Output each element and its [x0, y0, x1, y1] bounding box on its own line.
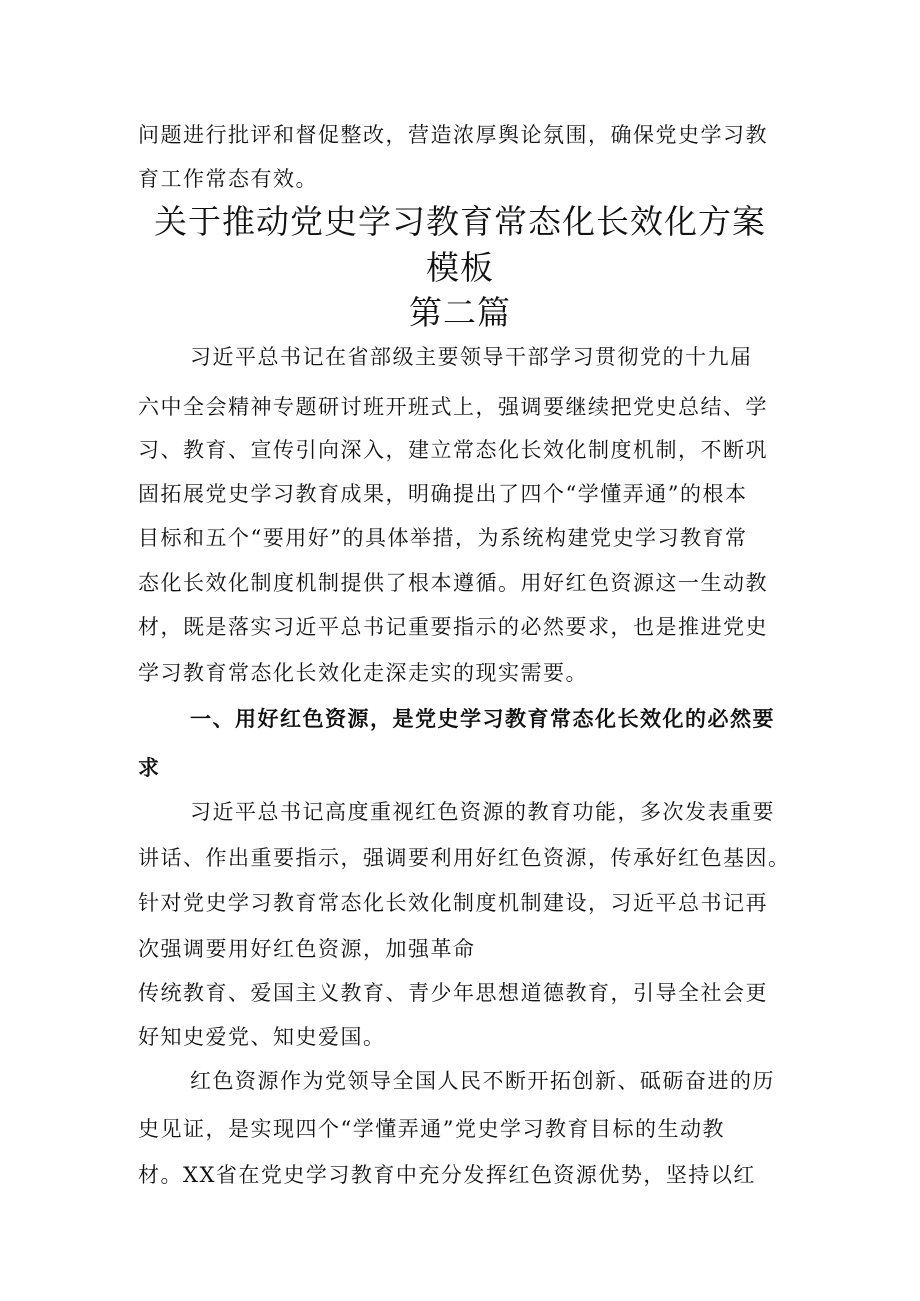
para2-line-6: 好知史爱党、知史爱国。	[138, 1025, 386, 1049]
doc-title-line-1: 关于推动党史学习教育常态化长效化方案	[154, 202, 766, 241]
doc-subtitle: 第二篇	[409, 293, 511, 332]
para2-line-2: 讲话、作出重要指示，强调要利用好红色资源，传承好红色基因。	[138, 846, 791, 870]
para1-line-5: 目标和五个“要用好”的具体举措，为系统构建党史学习教育常	[138, 526, 748, 550]
intro-line-1: 问题进行批评和督促整改，营造浓厚舆论氛围，确保党史学习教	[138, 123, 768, 147]
para1-line-8: 学习教育常态化长效化走深走实的现实需要。	[138, 661, 588, 685]
para2-line-3: 针对党史学习教育常态化长效化制度机制建设，习近平总书记再	[138, 891, 768, 915]
para1-line-7: 材，既是落实习近平总书记重要指示的必然要求，也是推进党史	[138, 615, 768, 639]
para3-line-3: 材。XX省在党史学习教育中充分发挥红色资源优势，坚持以红	[138, 1163, 756, 1187]
para3-line-1: 红色资源作为党领导全国人民不断开拓创新、砥砺奋进的历	[190, 1069, 775, 1093]
intro-line-2: 育工作常态有效。	[138, 167, 318, 191]
para2-line-4: 次强调要用好红色资源，加强革命	[138, 937, 476, 961]
doc-title-line-2: 模板	[426, 248, 494, 287]
para1-line-1: 习近平总书记在省部级主要领导干部学习贯彻党的十九届	[190, 345, 753, 369]
para1-line-3: 习、教育、宣传引向深入，建立常态化长效化制度机制，不断巩	[138, 438, 768, 462]
section-heading-line-2: 求	[138, 755, 161, 780]
para2-line-1: 习近平总书记高度重视红色资源的教育功能，多次发表重要	[190, 800, 775, 824]
para3-line-2: 史见证，是实现四个“学懂弄通”党史学习教育目标的生动教	[138, 1117, 725, 1141]
section-heading-line-1: 一、用好红色资源，是党史学习教育常态化长效化的必然要	[190, 706, 775, 731]
para1-line-2: 六中全会精神专题研讨班开班式上，强调要继续把党史总结、学	[138, 395, 768, 419]
para1-line-4: 固拓展党史学习教育成果，明确提出了四个“学懂弄通”的根本	[138, 482, 748, 506]
para2-line-5: 传统教育、爱国主义教育、青少年思想道德教育，引导全社会更	[138, 981, 768, 1005]
para1-line-6: 态化长效化制度机制提供了根本遵循。用好红色资源这一生动教	[138, 571, 768, 595]
